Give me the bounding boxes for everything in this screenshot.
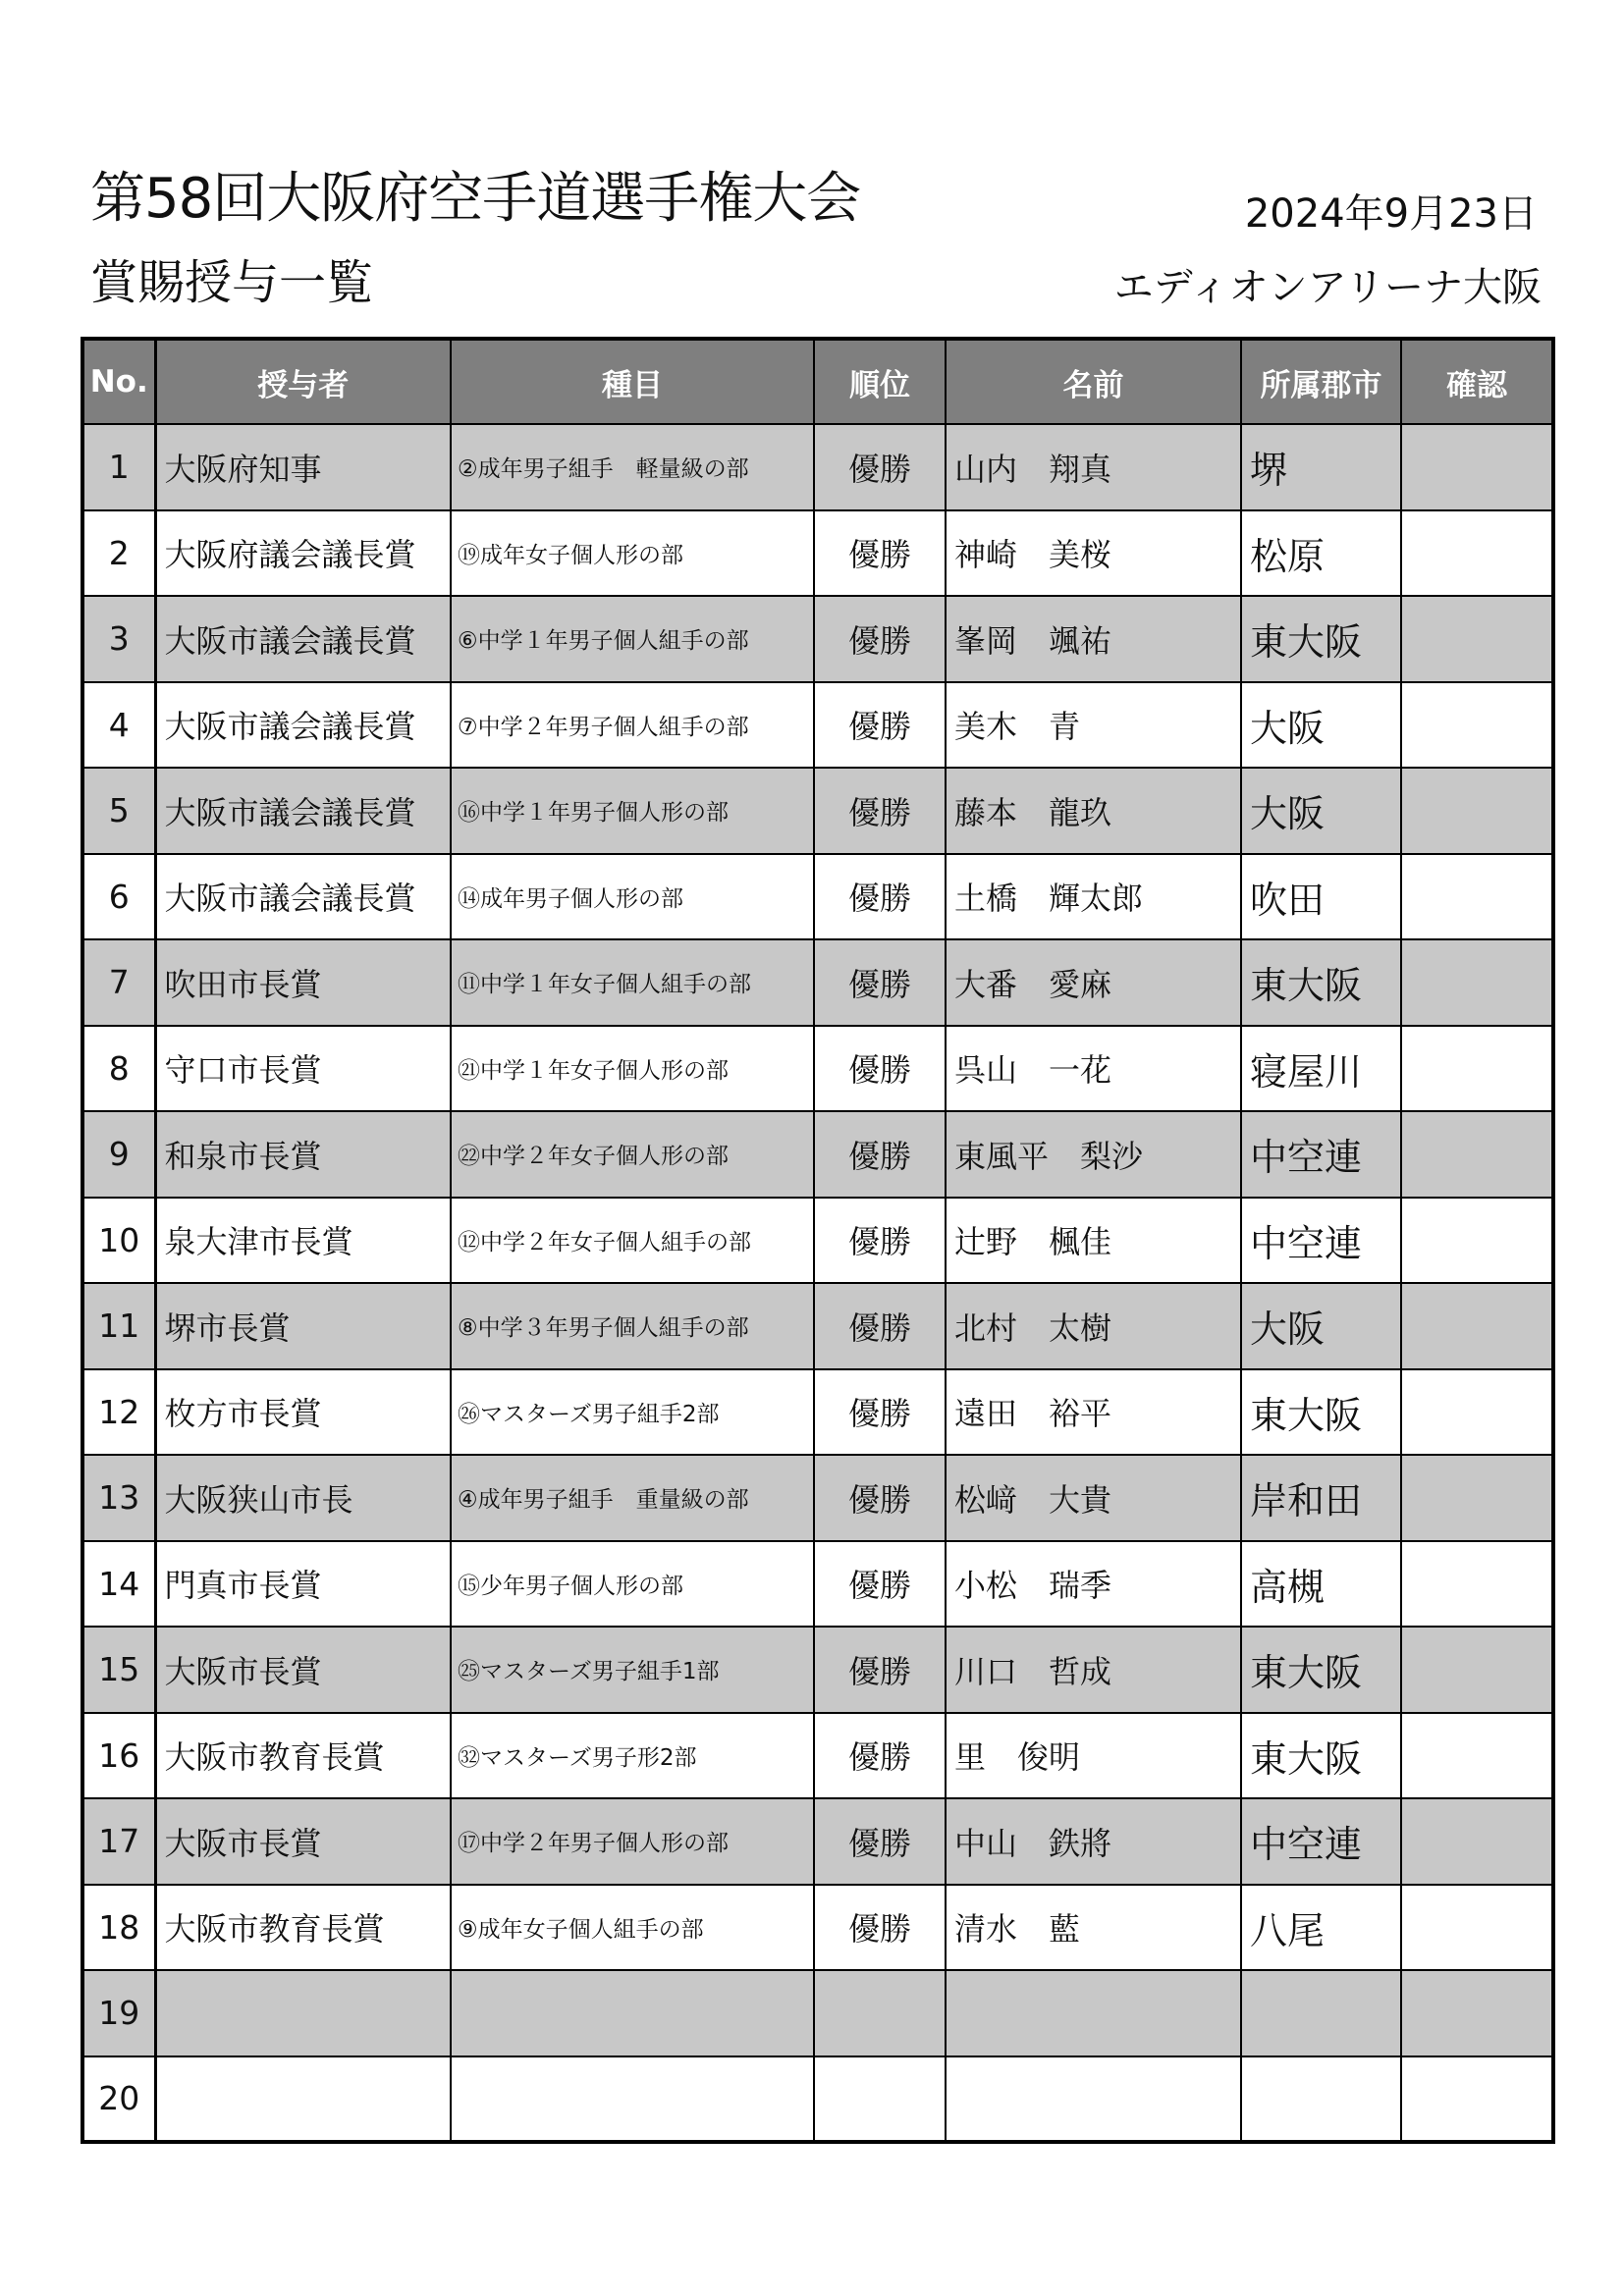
column-header-name: 名前 <box>946 339 1241 424</box>
award-giver: 大阪市教育長賞 <box>155 1885 451 1971</box>
table-row <box>82 1798 1553 1885</box>
rank <box>814 1970 946 2056</box>
winner-name: 松﨑 大貴 <box>946 1455 1241 1541</box>
row-number: 15 <box>82 1627 155 1713</box>
table-row <box>82 510 1553 597</box>
row-number: 16 <box>82 1713 155 1799</box>
affiliation-city: 高槻 <box>1241 1541 1401 1628</box>
table-row <box>82 768 1553 854</box>
column-header-giver: 授与者 <box>155 339 451 424</box>
table-row <box>82 1026 1553 1112</box>
affiliation-city: 八尾 <box>1241 1885 1401 1971</box>
affiliation-city: 大阪 <box>1241 1283 1401 1369</box>
confirmation-cell <box>1401 1026 1553 1112</box>
table-row <box>82 682 1553 769</box>
rank: 優勝 <box>814 1798 946 1885</box>
award-giver: 堺市長賞 <box>155 1283 451 1369</box>
event-category <box>451 2056 814 2143</box>
award-giver: 大阪市長賞 <box>155 1798 451 1885</box>
award-giver: 大阪市議会議長賞 <box>155 854 451 940</box>
winner-name: 大番 愛麻 <box>946 939 1241 1026</box>
affiliation-city: 東大阪 <box>1241 939 1401 1026</box>
affiliation-city: 堺 <box>1241 424 1401 510</box>
row-number: 3 <box>82 596 155 682</box>
winner-name: 遠田 裕平 <box>946 1369 1241 1456</box>
event-category: ㉑中学１年女子個人形の部 <box>451 1026 814 1112</box>
winner-name: 山内 翔真 <box>946 424 1241 510</box>
event-category: ㉕マスターズ男子組手1部 <box>451 1627 814 1713</box>
affiliation-city: 松原 <box>1241 510 1401 597</box>
column-header-no: No. <box>82 339 155 424</box>
table-row <box>82 1111 1553 1198</box>
event-category: ⑦中学２年男子個人組手の部 <box>451 682 814 769</box>
event-category: ⑮少年男子個人形の部 <box>451 1541 814 1628</box>
event-category: ⑲成年女子個人形の部 <box>451 510 814 597</box>
table-row <box>82 596 1553 682</box>
award-giver: 大阪府知事 <box>155 424 451 510</box>
rank: 優勝 <box>814 1455 946 1541</box>
award-giver: 守口市長賞 <box>155 1026 451 1112</box>
rank: 優勝 <box>814 854 946 940</box>
confirmation-cell <box>1401 1455 1553 1541</box>
row-number: 12 <box>82 1369 155 1456</box>
rank: 優勝 <box>814 424 946 510</box>
winner-name: 辻野 楓佳 <box>946 1198 1241 1284</box>
award-giver: 大阪市長賞 <box>155 1627 451 1713</box>
table-row <box>82 939 1553 1026</box>
confirmation-cell <box>1401 682 1553 769</box>
event-category: ④成年男子組手 重量級の部 <box>451 1455 814 1541</box>
winner-name: 呉山 一花 <box>946 1026 1241 1112</box>
table-row <box>82 854 1553 940</box>
row-number: 7 <box>82 939 155 1026</box>
confirmation-cell <box>1401 424 1553 510</box>
affiliation-city: 中空連 <box>1241 1198 1401 1284</box>
affiliation-city: 東大阪 <box>1241 1369 1401 1456</box>
award-giver: 大阪府議会議長賞 <box>155 510 451 597</box>
confirmation-cell <box>1401 1970 1553 2056</box>
row-number: 18 <box>82 1885 155 1971</box>
event-date: 2024年9月23日 <box>1244 191 1538 237</box>
event-category: ⑪中学１年女子個人組手の部 <box>451 939 814 1026</box>
event-category: ⑥中学１年男子個人組手の部 <box>451 596 814 682</box>
table-row <box>82 424 1553 510</box>
awards-table <box>81 337 1555 2144</box>
confirmation-cell <box>1401 1283 1553 1369</box>
row-number: 1 <box>82 424 155 510</box>
award-giver: 大阪市議会議長賞 <box>155 682 451 769</box>
event-venue: エディオンアリーナ大阪 <box>1113 265 1542 310</box>
table-row <box>82 1198 1553 1284</box>
confirmation-cell <box>1401 510 1553 597</box>
affiliation-city: 岸和田 <box>1241 1455 1401 1541</box>
confirmation-cell <box>1401 1798 1553 1885</box>
winner-name: 土橋 輝太郎 <box>946 854 1241 940</box>
row-number: 8 <box>82 1026 155 1112</box>
table-row <box>82 1713 1553 1799</box>
confirmation-cell <box>1401 1541 1553 1628</box>
row-number: 13 <box>82 1455 155 1541</box>
award-giver <box>155 2056 451 2143</box>
row-number: 11 <box>82 1283 155 1369</box>
award-giver: 大阪狭山市長 <box>155 1455 451 1541</box>
row-number: 4 <box>82 682 155 769</box>
row-number: 20 <box>82 2056 155 2143</box>
document-title: 第58回大阪府空手道選手権大会 <box>90 167 861 231</box>
award-giver: 泉大津市長賞 <box>155 1198 451 1284</box>
event-category: ⑰中学２年男子個人形の部 <box>451 1798 814 1885</box>
table-row <box>82 1970 1553 2056</box>
row-number: 17 <box>82 1798 155 1885</box>
rank: 優勝 <box>814 1198 946 1284</box>
event-category: ㉖マスターズ男子組手2部 <box>451 1369 814 1456</box>
row-number: 5 <box>82 768 155 854</box>
winner-name: 美木 青 <box>946 682 1241 769</box>
winner-name: 清水 藍 <box>946 1885 1241 1971</box>
table-row <box>82 1283 1553 1369</box>
row-number: 9 <box>82 1111 155 1198</box>
confirmation-cell <box>1401 768 1553 854</box>
award-giver <box>155 1970 451 2056</box>
affiliation-city: 中空連 <box>1241 1111 1401 1198</box>
winner-name: 藤本 龍玖 <box>946 768 1241 854</box>
affiliation-city: 東大阪 <box>1241 1627 1401 1713</box>
rank: 優勝 <box>814 682 946 769</box>
confirmation-cell <box>1401 596 1553 682</box>
table-row <box>82 1541 1553 1628</box>
rank: 優勝 <box>814 1713 946 1799</box>
winner-name <box>946 2056 1241 2143</box>
column-header-city: 所属郡市 <box>1241 339 1401 424</box>
affiliation-city <box>1241 2056 1401 2143</box>
rank: 優勝 <box>814 1283 946 1369</box>
rank: 優勝 <box>814 1627 946 1713</box>
table-body <box>82 424 1553 2142</box>
affiliation-city: 寝屋川 <box>1241 1026 1401 1112</box>
table-row <box>82 1369 1553 1456</box>
affiliation-city: 大阪 <box>1241 682 1401 769</box>
winner-name: 東風平 梨沙 <box>946 1111 1241 1198</box>
rank: 優勝 <box>814 1369 946 1456</box>
affiliation-city: 東大阪 <box>1241 1713 1401 1799</box>
confirmation-cell <box>1401 1111 1553 1198</box>
event-category: ⑭成年男子個人形の部 <box>451 854 814 940</box>
confirmation-cell <box>1401 939 1553 1026</box>
affiliation-city: 吹田 <box>1241 854 1401 940</box>
event-category: ⑫中学２年女子個人組手の部 <box>451 1198 814 1284</box>
award-giver: 吹田市長賞 <box>155 939 451 1026</box>
award-giver: 門真市長賞 <box>155 1541 451 1628</box>
rank: 優勝 <box>814 596 946 682</box>
column-header-rank: 順位 <box>814 339 946 424</box>
document-subtitle: 賞賜授与一覧 <box>90 255 374 310</box>
confirmation-cell <box>1401 854 1553 940</box>
event-category: ②成年男子組手 軽量級の部 <box>451 424 814 510</box>
event-category: ⑯中学１年男子個人形の部 <box>451 768 814 854</box>
row-number: 19 <box>82 1970 155 2056</box>
rank <box>814 2056 946 2143</box>
winner-name: 神崎 美桜 <box>946 510 1241 597</box>
table-header-row <box>82 339 1553 424</box>
affiliation-city: 東大阪 <box>1241 596 1401 682</box>
award-giver: 和泉市長賞 <box>155 1111 451 1198</box>
winner-name: 北村 太樹 <box>946 1283 1241 1369</box>
row-number: 2 <box>82 510 155 597</box>
award-giver: 枚方市長賞 <box>155 1369 451 1456</box>
affiliation-city: 中空連 <box>1241 1798 1401 1885</box>
row-number: 14 <box>82 1541 155 1628</box>
award-giver: 大阪市議会議長賞 <box>155 768 451 854</box>
confirmation-cell <box>1401 1369 1553 1456</box>
rank: 優勝 <box>814 510 946 597</box>
event-category: ⑧中学３年男子個人組手の部 <box>451 1283 814 1369</box>
rank: 優勝 <box>814 939 946 1026</box>
winner-name <box>946 1970 1241 2056</box>
affiliation-city <box>1241 1970 1401 2056</box>
confirmation-cell <box>1401 1885 1553 1971</box>
table-row <box>82 1885 1553 1971</box>
affiliation-city: 大阪 <box>1241 768 1401 854</box>
winner-name: 中山 鉄將 <box>946 1798 1241 1885</box>
table-row <box>82 1455 1553 1541</box>
winner-name: 小松 瑞季 <box>946 1541 1241 1628</box>
rank: 優勝 <box>814 1026 946 1112</box>
event-category: ⑨成年女子個人組手の部 <box>451 1885 814 1971</box>
confirmation-cell <box>1401 2056 1553 2143</box>
winner-name: 峯岡 颯祐 <box>946 596 1241 682</box>
column-header-event: 種目 <box>451 339 814 424</box>
rank: 優勝 <box>814 1885 946 1971</box>
rank: 優勝 <box>814 768 946 854</box>
row-number: 10 <box>82 1198 155 1284</box>
confirmation-cell <box>1401 1198 1553 1284</box>
winner-name: 川口 哲成 <box>946 1627 1241 1713</box>
table-row <box>82 2056 1553 2143</box>
event-category <box>451 1970 814 2056</box>
confirmation-cell <box>1401 1713 1553 1799</box>
row-number: 6 <box>82 854 155 940</box>
award-giver: 大阪市教育長賞 <box>155 1713 451 1799</box>
event-category: ㉒中学２年女子個人形の部 <box>451 1111 814 1198</box>
table-row <box>82 1627 1553 1713</box>
rank: 優勝 <box>814 1111 946 1198</box>
column-header-check: 確認 <box>1401 339 1553 424</box>
rank: 優勝 <box>814 1541 946 1628</box>
confirmation-cell <box>1401 1627 1553 1713</box>
event-category: ㉜マスターズ男子形2部 <box>451 1713 814 1799</box>
winner-name: 里 俊明 <box>946 1713 1241 1799</box>
award-giver: 大阪市議会議長賞 <box>155 596 451 682</box>
